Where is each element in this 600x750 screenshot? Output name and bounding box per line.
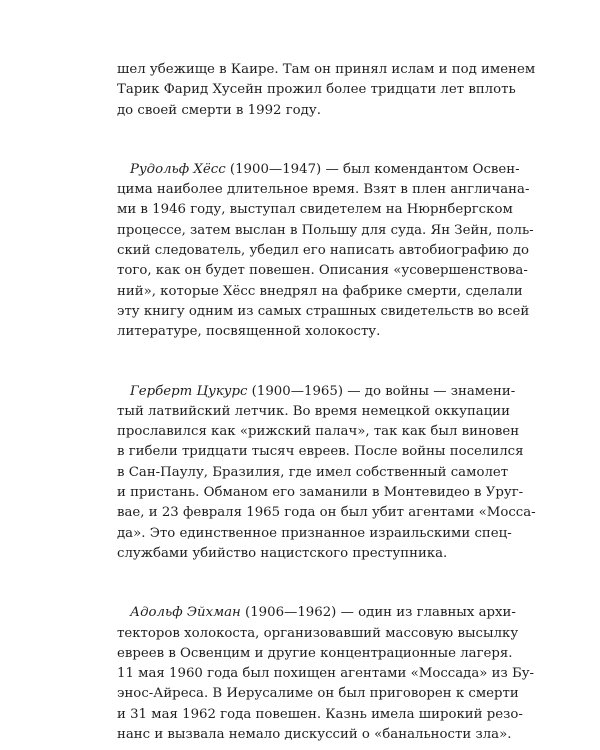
- text-line: ми в 1946 году, выступал свидетелем на Нюрнбергском: [117, 202, 513, 218]
- text-line: текторов холокоста, организовавший массовую высылку: [117, 625, 519, 641]
- text-line: ний», которые Хёсс внедрял на фабрике смерти, сделали: [117, 283, 523, 299]
- text-line: литературе, посвященной холокосту.: [117, 324, 381, 340]
- text-line: Рудольф Хёсс (1900—1947) — был комендантом Освен-: [130, 161, 520, 177]
- text-line: евреев в Освенцим и другие концентрационные лагеря.: [117, 645, 513, 661]
- text-line: Тарик Фарид Хусейн прожил более тридцати лет вплоть: [117, 82, 516, 98]
- text-line: цима наиболее длительное время. Взят в плен англичана-: [117, 182, 530, 198]
- person-name: Герберт Цукурс: [130, 383, 248, 399]
- text-line: службами убийство нацистского преступника.: [117, 545, 448, 561]
- text-line: процессе, затем выслан в Польшу для суда. Ян Зейн, поль-: [117, 222, 534, 238]
- person-name: Рудольф Хёсс: [130, 161, 226, 177]
- text-line: вае, и 23 февраля 1965 года он был убит агентами «Мосса-: [117, 505, 536, 521]
- text-line: тый латвийский летчик. Во время немецкой оккупации: [117, 403, 511, 419]
- text-line: до своей смерти в 1992 году.: [117, 102, 321, 118]
- text-line: шел убежище в Каире. Там он принял ислам и под именем: [117, 62, 536, 77]
- text-line: и пристань. Обманом его заманили в Монтевидео в Уруг-: [117, 485, 524, 501]
- text-line: Адольф Эйхман (1906—1962) — один из главных архи-: [130, 605, 516, 621]
- text-block: [117, 60, 536, 745]
- text-line: да». Это единственное признанное израильскими спец-: [117, 525, 512, 541]
- entry-paragraph: [117, 603, 535, 745]
- intro-paragraph: [117, 60, 536, 121]
- text-line: энос-Айреса. В Иерусалиме он был приговорен к смерти: [117, 686, 519, 702]
- text-line: в Сан-Паулу, Бразилия, где имел собственный самолет: [117, 464, 509, 480]
- text-line: 11 мая 1960 года был похищен агентами «Моссада» из Бу-: [117, 666, 535, 682]
- text-line: в гибели тридцати тысяч евреев. После войны поселился: [117, 444, 524, 460]
- text-line: эту книгу одним из самых страшных свидетельств во всей: [117, 303, 530, 319]
- entry-paragraph: [117, 160, 534, 343]
- text-line: того, как он будет повешен. Описания «усовершенствова-: [117, 263, 528, 279]
- text-line: и 31 мая 1962 года повешен. Казнь имела широкий резо-: [117, 706, 523, 722]
- text-line: прославился как «рижский палач», так как был виновен: [117, 424, 520, 440]
- text-line: нанс и вызвала немало дискуссий о «банальности зла».: [117, 727, 512, 743]
- text-line: ский следователь, убедил его написать автобиографию до: [117, 243, 529, 259]
- person-name: Адольф Эйхман: [130, 605, 241, 621]
- text-line: Герберт Цукурс (1900—1965) — до войны — знамени-: [130, 383, 516, 399]
- entry-paragraph: [117, 382, 536, 565]
